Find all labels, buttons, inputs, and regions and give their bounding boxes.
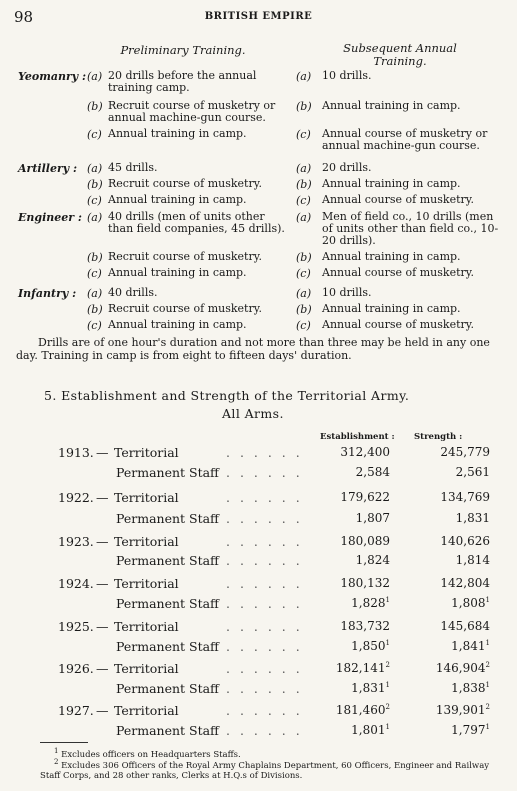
leader-dots: . . . . . . <box>226 553 303 568</box>
strength-value <box>418 703 490 717</box>
training-section-label: Infantry : <box>18 287 77 300</box>
training-item-tag-right: (c) <box>296 267 311 280</box>
year-label: 1923. <box>58 534 94 549</box>
training-item-left: Recruit course of musketry or annual machine-gun course. <box>108 99 276 124</box>
row-label: Territorial <box>114 703 179 718</box>
training-item-right: Annual training in camp. <box>322 99 461 112</box>
establishment-value <box>322 619 390 633</box>
leader-dots: . . . . . . <box>226 576 303 591</box>
training-section-label: Engineer : <box>18 211 82 224</box>
year-dash: — <box>96 619 109 634</box>
training-item-right: Annual training in camp. <box>322 250 461 263</box>
training-item-tag-left: (b) <box>87 100 103 113</box>
strength-value <box>418 511 490 525</box>
training-item-left: Recruit course of musketry. <box>108 302 262 315</box>
strength-value <box>418 596 490 610</box>
training-section-label: Artillery : <box>18 162 78 175</box>
training-item-tag-left: (a) <box>87 211 103 224</box>
establishment-value <box>322 465 390 479</box>
training-item-right: Men of field co., 10 drills (men of units other than field co., 10-20 drills). <box>322 210 499 247</box>
establishment-value <box>322 681 390 695</box>
year-dash: — <box>96 490 109 505</box>
leader-dots: . . . . . . <box>226 661 303 676</box>
strength-value <box>418 681 490 695</box>
leader-dots: . . . . . . <box>226 465 303 480</box>
year-label: 1924. <box>58 576 94 591</box>
establishment-number: 1,831 <box>351 681 386 695</box>
strength-number: 1,814 <box>455 553 490 567</box>
leader-dots: . . . . . . <box>226 703 303 718</box>
page-number: 98 <box>14 8 34 26</box>
row-label: Permanent Staff <box>116 465 219 480</box>
training-item-tag-left: (a) <box>87 70 103 83</box>
training-item-tag-left: (a) <box>87 162 103 175</box>
establishment-number: 182,141 <box>335 661 386 675</box>
training-item-left: 40 drills (men of units other than field companies, 45 drills). <box>108 210 285 235</box>
column-heading-subsequent: Subsequent Annual Training. <box>343 41 457 68</box>
footnote-mark: 2 <box>54 758 59 766</box>
footnote-ref: 2 <box>385 703 390 711</box>
training-item-tag-left: (c) <box>87 319 102 332</box>
footnote <box>40 757 504 781</box>
training-item-right: 10 drills. <box>322 69 372 82</box>
establishment-value <box>322 534 390 548</box>
establishment-value <box>322 661 390 675</box>
running-title: BRITISH EMPIRE <box>204 11 313 22</box>
establishment-value <box>322 511 390 525</box>
training-item-tag-left: (b) <box>87 251 103 264</box>
establishment-number: 179,622 <box>340 490 390 504</box>
training-item-left: 40 drills. <box>108 286 158 299</box>
training-item-tag-right: (b) <box>296 251 312 264</box>
year-label: 1926. <box>58 661 94 676</box>
footnote-ref: 1 <box>485 596 490 604</box>
training-item-left: 20 drills before the annual training camp. <box>108 69 257 94</box>
establishment-number: 1,807 <box>355 511 390 525</box>
row-label: Territorial <box>114 619 179 634</box>
training-item-tag-left: (c) <box>87 194 102 207</box>
training-item-tag-right: (a) <box>296 70 312 83</box>
year-dash: — <box>96 445 109 460</box>
training-item-right: Annual course of musketry. <box>322 318 475 331</box>
training-item-left: Recruit course of musketry. <box>108 177 262 190</box>
strength-value <box>418 639 490 653</box>
establishment-number: 180,132 <box>340 576 390 590</box>
training-item-tag-right: (b) <box>296 303 312 316</box>
training-item-right: Annual course of musketry or annual machine-gun course. <box>322 127 488 152</box>
row-label: Territorial <box>114 576 179 591</box>
year-dash: — <box>96 703 109 718</box>
training-item-tag-left: (c) <box>87 128 102 141</box>
establishment-number: 1,828 <box>351 596 386 610</box>
training-item-right: 10 drills. <box>322 286 372 299</box>
strength-number: 245,779 <box>440 445 490 459</box>
training-item-tag-right: (c) <box>296 319 311 332</box>
year-label: 1913. <box>58 445 94 460</box>
footnote-ref: 1 <box>485 639 490 647</box>
training-item-right: 20 drills. <box>322 161 372 174</box>
year-dash: — <box>96 576 109 591</box>
column-heading-establishment: Establishment : <box>320 432 395 442</box>
row-label: Permanent Staff <box>116 596 219 611</box>
row-label: Territorial <box>114 490 179 505</box>
training-item-tag-left: (c) <box>87 267 102 280</box>
strength-value <box>418 490 490 504</box>
strength-value <box>418 445 490 459</box>
strength-number: 1,838 <box>451 681 486 695</box>
establishment-value <box>322 553 390 567</box>
year-dash: — <box>96 534 109 549</box>
strength-number: 146,904 <box>435 661 486 675</box>
column-heading-strength: Strength : <box>414 432 463 442</box>
row-label: Permanent Staff <box>116 723 219 738</box>
training-item-tag-right: (a) <box>296 162 312 175</box>
training-item-right: Annual course of musketry. <box>322 266 475 279</box>
strength-number: 1,808 <box>451 596 486 610</box>
year-dash: — <box>96 661 109 676</box>
strength-number: 139,901 <box>435 703 486 717</box>
establishment-value <box>322 723 390 737</box>
establishment-number: 1,850 <box>351 639 386 653</box>
training-item-left: Annual training in camp. <box>108 127 247 140</box>
footnote-ref: 1 <box>385 639 390 647</box>
training-item-left: 45 drills. <box>108 161 158 174</box>
leader-dots: . . . . . . <box>226 445 303 460</box>
strength-number: 134,769 <box>440 490 490 504</box>
year-label: 1922. <box>58 490 94 505</box>
training-item-tag-left: (b) <box>87 178 103 191</box>
section-heading: 5. Establishment and Strength of the Territorial Army. <box>44 388 410 403</box>
training-item-left: Annual training in camp. <box>108 193 247 206</box>
leader-dots: . . . . . . <box>226 639 303 654</box>
footnote-ref: 1 <box>385 596 390 604</box>
strength-number: 2,561 <box>455 465 490 479</box>
strength-value <box>418 465 490 479</box>
training-item-tag-right: (b) <box>296 100 312 113</box>
establishment-value <box>322 703 390 717</box>
training-item-tag-right: (b) <box>296 178 312 191</box>
training-item-tag-right: (a) <box>296 287 312 300</box>
leader-dots: . . . . . . <box>226 490 303 505</box>
strength-number: 142,804 <box>440 576 490 590</box>
establishment-value <box>322 639 390 653</box>
strength-number: 145,684 <box>440 619 490 633</box>
establishment-value <box>322 445 390 459</box>
strength-value <box>418 723 490 737</box>
establishment-number: 181,460 <box>335 703 386 717</box>
footnote-ref: 2 <box>485 661 490 669</box>
strength-value <box>418 661 490 675</box>
training-item-tag-left: (b) <box>87 303 103 316</box>
training-item-right: Annual training in camp. <box>322 302 461 315</box>
row-label: Permanent Staff <box>116 511 219 526</box>
establishment-value <box>322 576 390 590</box>
leader-dots: . . . . . . <box>226 534 303 549</box>
strength-value <box>418 534 490 548</box>
footnote-text: Excludes officers on Headquarters Staffs. <box>61 749 241 760</box>
training-section-label: Yeomanry : <box>18 70 87 83</box>
establishment-number: 312,400 <box>340 445 390 459</box>
column-heading-preliminary: Preliminary Training. <box>120 43 246 57</box>
training-note: Drills are of one hour's duration and not more than three may be held in any one day. Training in camp is from eight to fifteen days' duration. <box>16 336 490 362</box>
strength-value <box>418 576 490 590</box>
training-item-left: Recruit course of musketry. <box>108 250 262 263</box>
establishment-value <box>322 596 390 610</box>
footnote-ref: 1 <box>385 723 390 731</box>
leader-dots: . . . . . . <box>226 723 303 738</box>
training-item-left: Annual training in camp. <box>108 266 247 279</box>
training-item-tag-right: (a) <box>296 211 312 224</box>
leader-dots: . . . . . . <box>226 511 303 526</box>
strength-value <box>418 553 490 567</box>
row-label: Territorial <box>114 661 179 676</box>
year-label: 1927. <box>58 703 94 718</box>
establishment-number: 180,089 <box>340 534 390 548</box>
establishment-number: 1,801 <box>351 723 386 737</box>
footnote-ref: 2 <box>485 703 490 711</box>
footnote-ref: 1 <box>485 681 490 689</box>
footnote-ref: 1 <box>385 681 390 689</box>
establishment-value <box>322 490 390 504</box>
training-item-tag-left: (a) <box>87 287 103 300</box>
footnote-rule <box>40 742 88 743</box>
training-item-right: Annual course of musketry. <box>322 193 475 206</box>
training-item-tag-right: (c) <box>296 128 311 141</box>
footnote-ref: 2 <box>385 661 390 669</box>
row-label: Territorial <box>114 445 179 460</box>
establishment-number: 183,732 <box>340 619 390 633</box>
footnote-text: Excludes 306 Officers of the Royal Army Chaplains Department, 60 Officers, Engineer and Railway Staff Corps, and 28 other ranks, Clerks at H.Q.s of Divisions. <box>40 760 490 781</box>
training-item-right: Annual training in camp. <box>322 177 461 190</box>
row-label: Permanent Staff <box>116 681 219 696</box>
training-item-left: Annual training in camp. <box>108 318 247 331</box>
training-item-tag-right: (c) <box>296 194 311 207</box>
row-label: Permanent Staff <box>116 553 219 568</box>
leader-dots: . . . . . . <box>226 596 303 611</box>
section-subheading: All Arms. <box>222 406 284 421</box>
establishment-number: 1,824 <box>355 553 390 567</box>
strength-number: 140,626 <box>440 534 490 548</box>
strength-number: 1,841 <box>451 639 486 653</box>
year-label: 1925. <box>58 619 94 634</box>
establishment-number: 2,584 <box>355 465 390 479</box>
row-label: Permanent Staff <box>116 639 219 654</box>
strength-number: 1,831 <box>455 511 490 525</box>
row-label: Territorial <box>114 534 179 549</box>
strength-value <box>418 619 490 633</box>
leader-dots: . . . . . . <box>226 681 303 696</box>
strength-number: 1,797 <box>451 723 486 737</box>
footnote-ref: 1 <box>485 723 490 731</box>
footnote-mark: 1 <box>54 747 59 755</box>
leader-dots: . . . . . . <box>226 619 303 634</box>
